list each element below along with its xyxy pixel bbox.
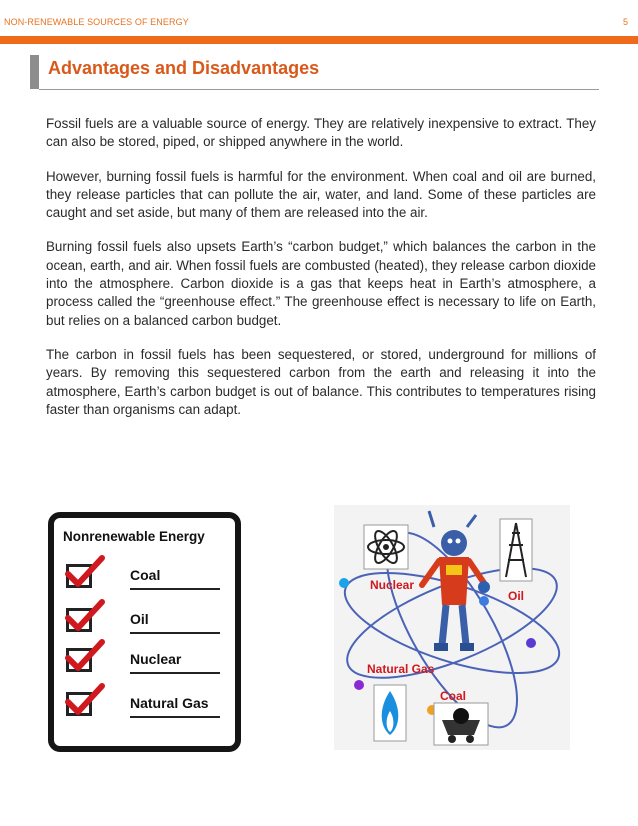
header-bar [0,36,638,44]
natural-gas-label: Natural Gas [367,662,435,676]
energy-figure-icon [422,511,490,651]
check-mark-icon [64,598,106,634]
check-mark-icon [64,638,106,674]
checklist-title: Nonrenewable Energy [63,529,205,544]
checklist-label: Nuclear [130,651,182,667]
header-title: NON-RENEWABLE SOURCES OF ENERGY [4,17,189,27]
energy-diagram [334,505,570,750]
paragraph: However, burning fossil fuels is harmful for the environment. When coal and oil are burned, they release particles that can pollute the air, water, and land. Some of these particles are caught and set aside, but many of them are released into the air. [46,168,596,221]
checklist-label: Coal [130,567,161,583]
nuclear-label: Nuclear [370,578,415,592]
paragraph: Burning fossil fuels also upsets Earth’s “carbon budget,” which balances the carbon in the ocean, earth, and air. When fossil fuels are combusted (heated), they release carbon dioxide into the atmosphere. Carbon dioxide is a gas that keeps heat in Earth’s atmosphere, a process called the “greenhouse effect.” The greenhouse effect is necessary to life on Earth, but relies on a balanced carbon budget. [46,239,596,328]
orbit-dot [339,578,349,588]
check-mark-icon [64,554,106,590]
paragraph: The carbon in fossil fuels has been sequestered, or stored, underground for millions of years. By removing this sequestered carbon from the earth and releasing it into the atmosphere, Earth’s carbon budget is out of balance. This contributes to temperatures rising faster than organisms can adapt. [46,346,596,417]
orbit-dot [479,596,489,606]
checklist-illustration [48,512,241,752]
checklist-line [130,632,220,634]
energy-diagram-graphic [334,505,570,750]
oil-label: Oil [508,589,525,603]
atom-icon [364,525,408,569]
coal-cart-icon [434,703,488,745]
orbit-dot [526,638,536,648]
checklist-label: Oil [130,611,149,627]
checklist-line [130,588,220,590]
checklist-item [64,558,229,598]
checklist-item [64,686,229,726]
oil-rig-icon [500,519,532,581]
gas-flame-icon [374,685,406,741]
page-number: 5 [622,17,628,27]
checklist-line [130,672,220,674]
coal-label: Coal [440,689,467,703]
checklist-item [64,602,229,642]
checklist-line [130,716,220,718]
section-rule [39,89,599,90]
section-title: Advantages and Disadvantages [48,58,320,78]
body-text [46,115,596,435]
checklist-label: Natural Gas [130,695,209,711]
checklist-item [64,642,229,682]
paragraph: Fossil fuels are a valuable source of energy. They are relatively inexpensive to extract. They can also be stored, piped, or shipped anywhere in the world. [46,116,596,150]
section-marker [30,55,39,89]
check-mark-icon [64,682,106,718]
orbit-dot [354,680,364,690]
